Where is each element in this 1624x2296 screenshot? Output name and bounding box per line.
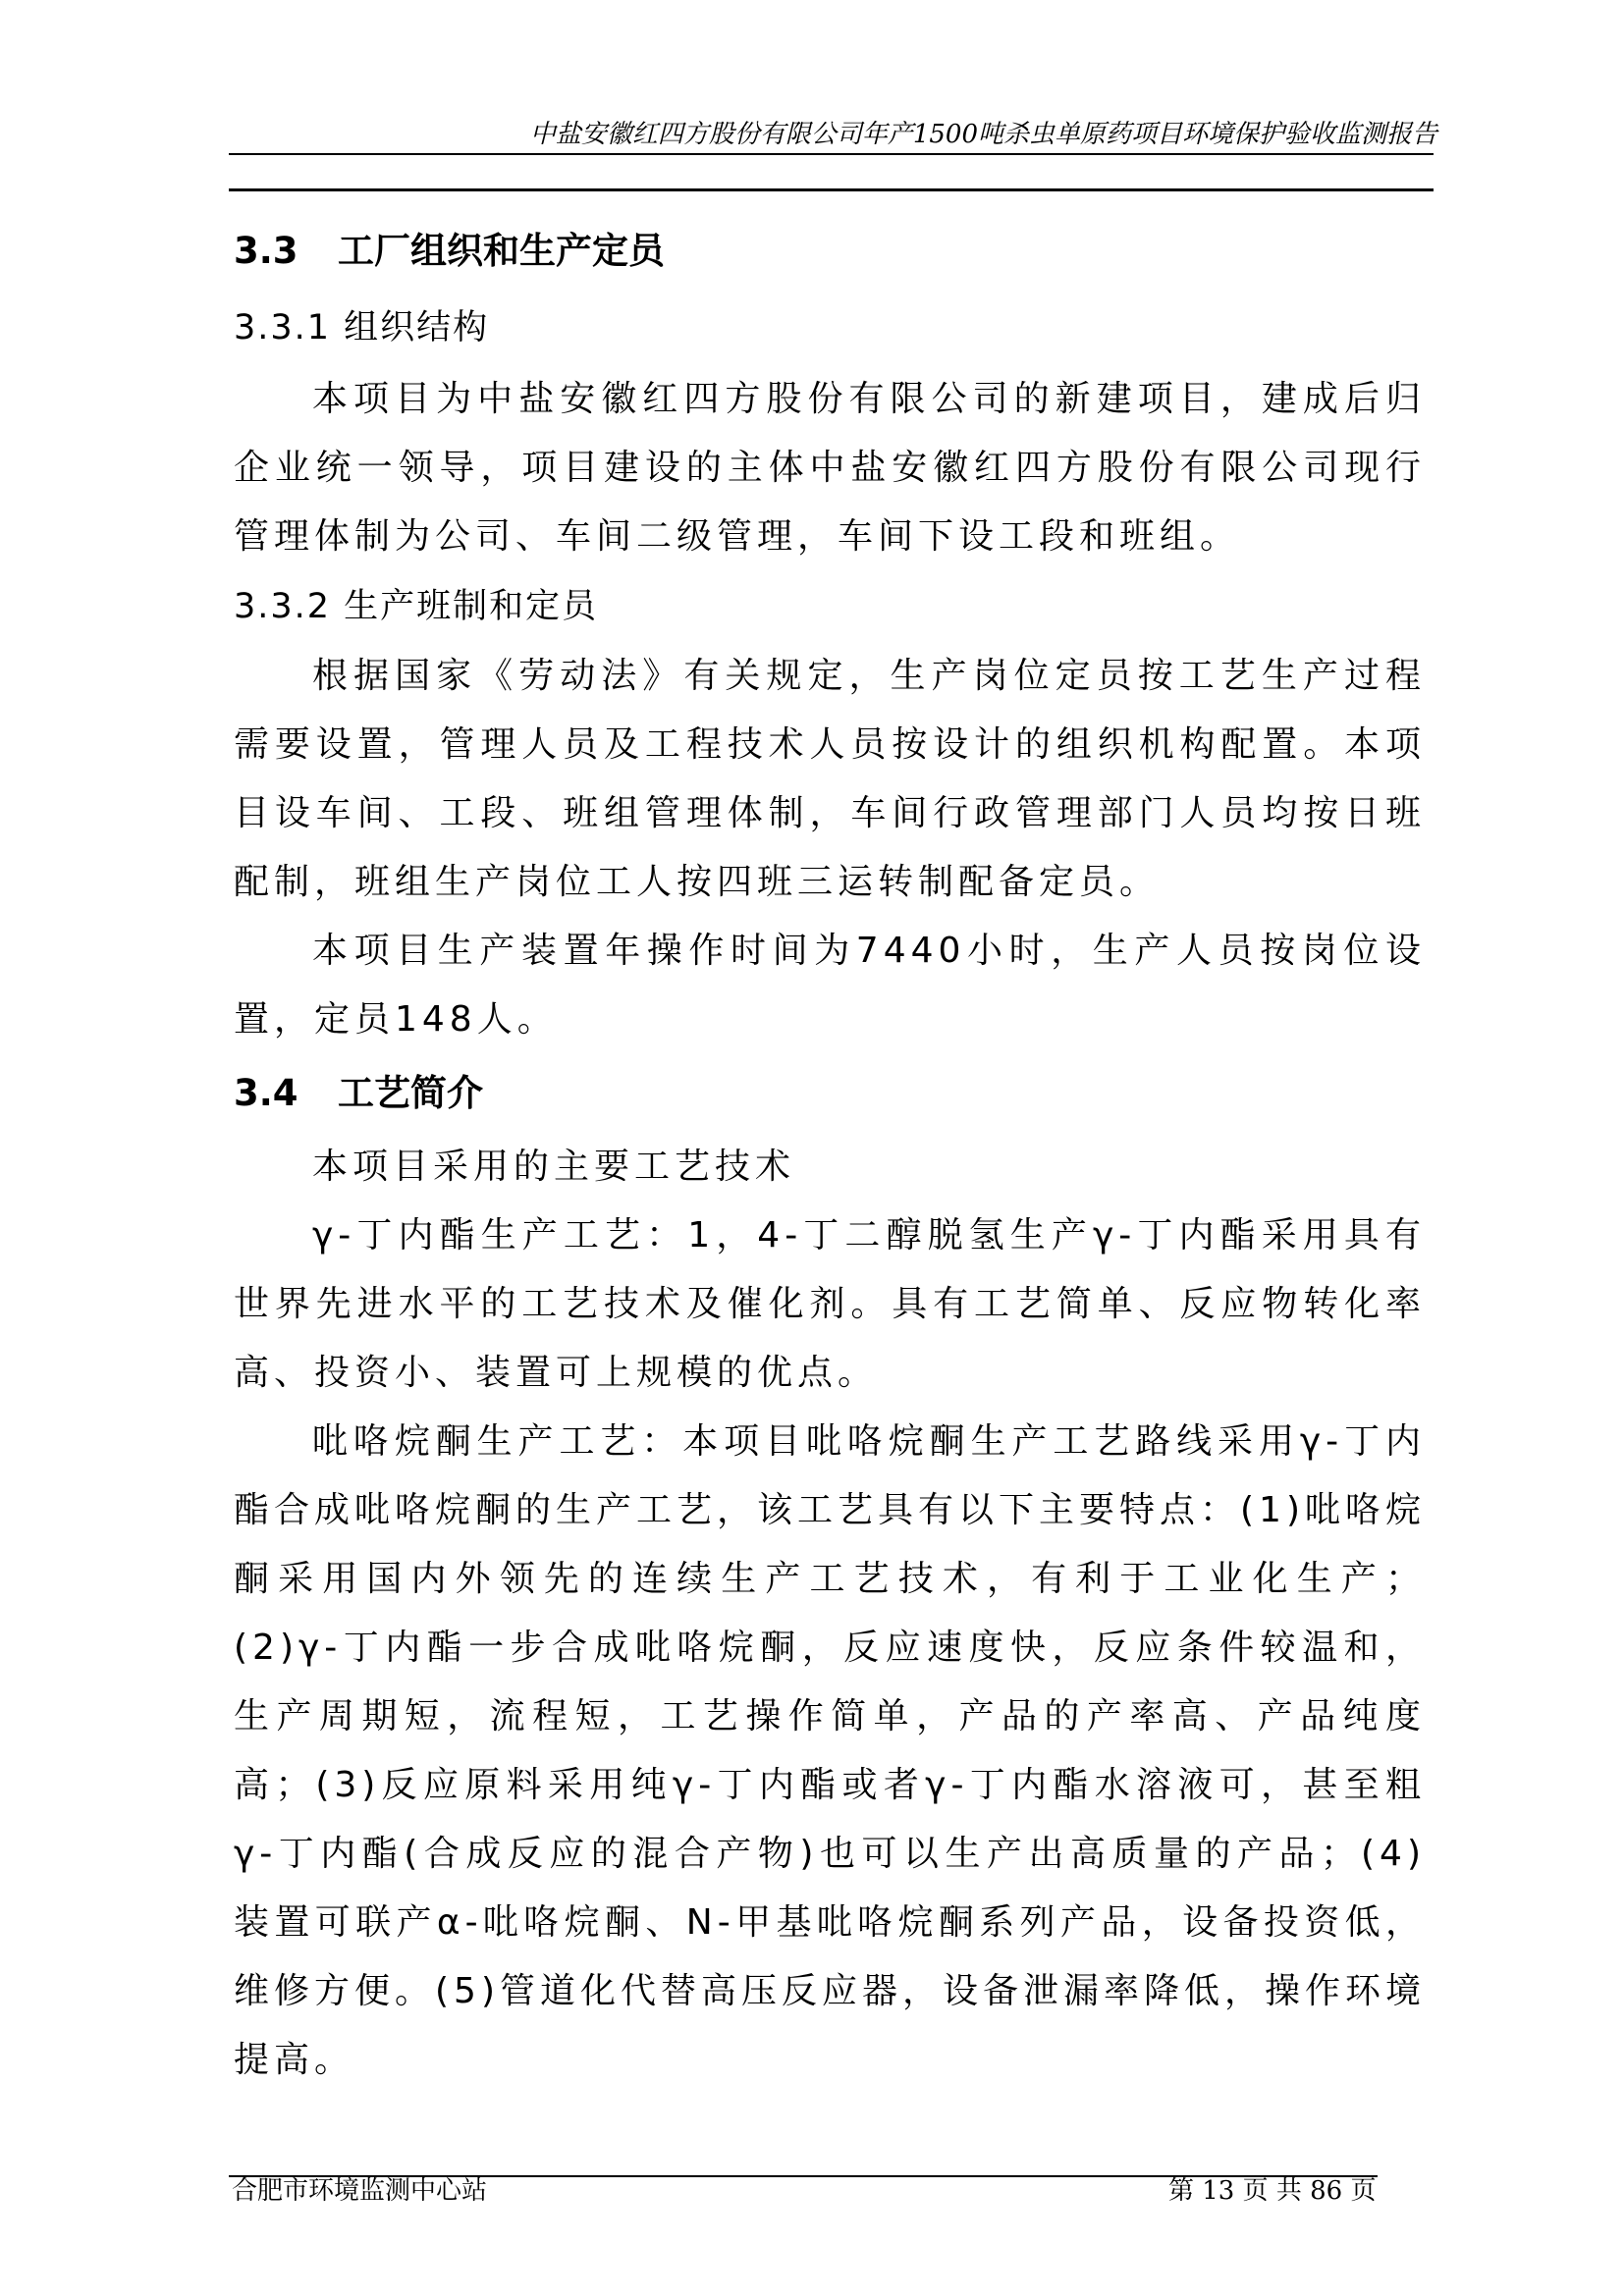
section-heading-3-4 xyxy=(234,1058,1426,1129)
paragraph-labor-law: 根据国家《劳动法》有关规定，生产岗位定员按工艺生产过程需要设置，管理人员及工程技术人员按设计的组织机构配置。本项目设车间、工段、班组管理体制，车间行政管理部门人员均按日班配制，班组生产岗位工人按四班三运转制配备定员。 xyxy=(234,656,1426,902)
paragraph-gbl-process: γ-丁内酯生产工艺：1，4-丁二醇脱氢生产γ-丁内酯采用具有世界先进水平的工艺技术及催化剂。具有工艺简单、反应物转化率高、投资小、装置可上规模的优点。 xyxy=(234,1215,1426,1393)
subsection-heading-3-3-2: 3.3.2 生产班制和定员 xyxy=(234,587,599,626)
section-title: 工艺简介 xyxy=(338,1072,483,1114)
section-title: 工厂组织和生产定员 xyxy=(338,230,665,272)
subsection-heading-3-3-1: 3.3.1 组织结构 xyxy=(234,308,490,347)
paragraph-organization: 本项目为中盐安徽红四方股份有限公司的新建项目，建成后归企业统一领导，项目建设的主体中盐安徽红四方股份有限公司现行管理体制为公司、车间二级管理，车间下设工段和班组。 xyxy=(234,379,1426,557)
document-body xyxy=(234,216,1426,2095)
section-heading-3-3 xyxy=(234,216,1426,287)
paragraph-pyrrolidone-process: 吡咯烷酮生产工艺：本项目吡咯烷酮生产工艺路线采用γ-丁内酯合成吡咯烷酮的生产工艺，该工艺具有以下主要特点：(1)吡咯烷酮采用国内外领先的连续生产工艺技术，有利于工业化生产；(2)γ-丁内酯一步合成吡咯烷酮，反应速度快，反应条件较温和，生产周期短，流程短，工艺操作简单，产品的产率高、产品纯度高；(3)反应原料采用纯γ-丁内酯或者γ-丁内酯水溶液可，甚至粗γ-丁内酯(合成反应的混合产物)也可以生产出高质量的产品；(4)装置可联产α-吡咯烷酮、N-甲基吡咯烷酮系列产品，设备投资低，维修方便。(5)管道化代替高压反应器，设备泄漏率降低，操作环境提高。 xyxy=(234,1421,1426,2080)
section-number: 3.3 xyxy=(234,230,298,272)
footer-organization: 合肥市环境监测中心站 xyxy=(232,2176,488,2206)
page-header-title: 中盐安徽红四方股份有限公司年产1500吨杀虫单原药项目环境保护验收监测报告 xyxy=(529,120,1437,149)
paragraph-operating-time: 本项目生产装置年操作时间为7440小时，生产人员按岗位设置，定员148人。 xyxy=(234,931,1426,1040)
header-rule-thin xyxy=(229,153,1434,155)
header-rule-thick xyxy=(229,188,1434,191)
section-number: 3.4 xyxy=(234,1072,298,1114)
footer-page-number: 第 13 页 共 86 页 xyxy=(1168,2176,1377,2206)
paragraph-main-tech: 本项目采用的主要工艺技术 xyxy=(312,1147,796,1187)
